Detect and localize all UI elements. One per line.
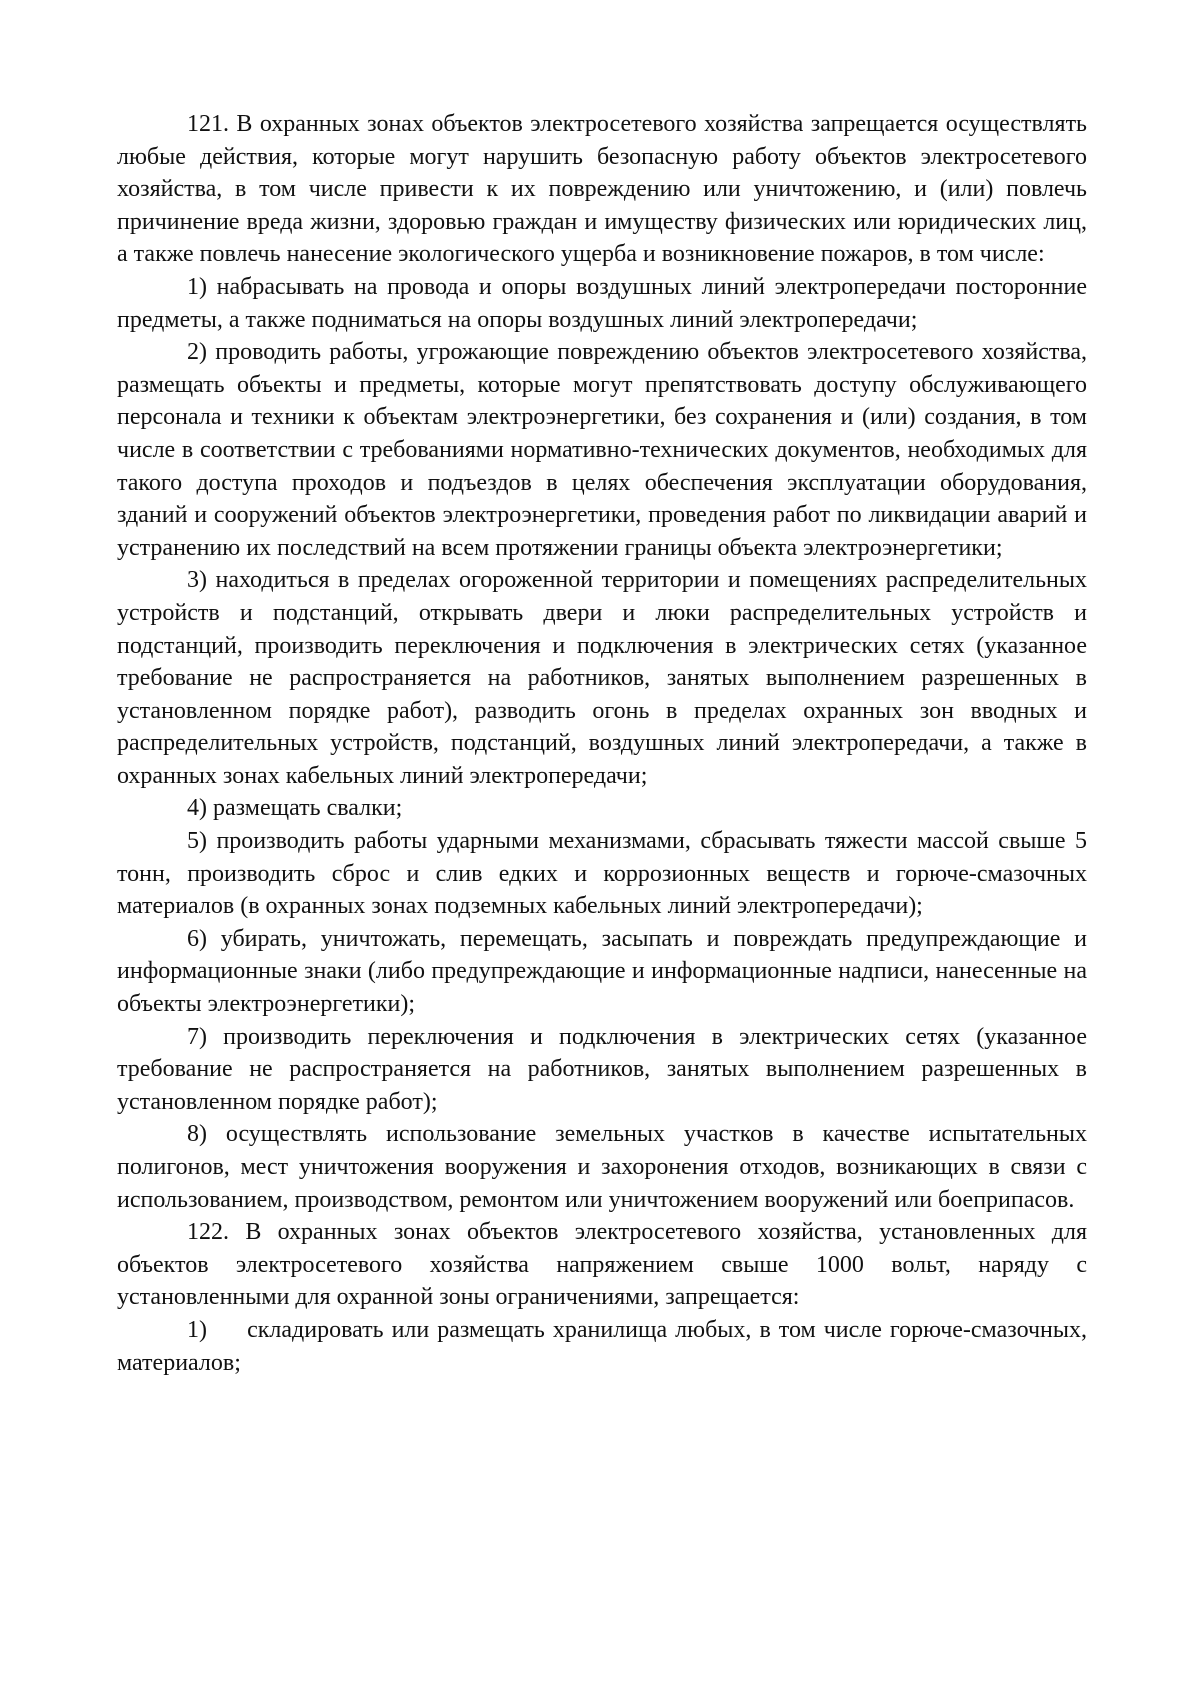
list-item-121-8: 8) осуществлять использование земельных участков в качестве испытательных полигонов, мест уничтожения вооружения и захоронения отходов, возникающих в связи с использованием, производством, ремонтом или уничтожением вооружений или боеприпасов. — [117, 1121, 1087, 1213]
list-item-121-7: 7) производить переключения и подключения в электрических сетях (указанное требование не распространяется на работников, занятых выполнением разрешенных в установленном порядке работ); — [117, 1023, 1087, 1115]
list-item-121-4: 4) размещать свалки; — [187, 795, 403, 822]
list-item-121-3: 3) находиться в пределах огороженной территории и помещениях распределительных устройств и подстанций, открывать двери и люки распределительных устройств и подстанций, производить переключения и подключения в электрических сетях (указанное требование не распространяется на работников, занятых выполнением разрешенных в установленном порядке работ), разводить огонь в пределах охранных зон вводных и распределительных устройств, подстанций, воздушных линий электропередачи, а также в охранных зонах кабельных линий электропередачи; — [117, 567, 1087, 789]
list-item-121-1: 1) набрасывать на провода и опоры воздушных линий электропередачи посторонние предметы, а также подниматься на опоры воздушных линий электропередачи; — [117, 273, 1087, 333]
paragraph-122: 122. В охранных зонах объектов электросетевого хозяйства, установленных для объектов электросетевого хозяйства напряжением свыше 1000 вольт, наряду с установленными для охранной зоны ограничениями, запрещается: — [117, 1219, 1087, 1311]
paragraph-121: 121. В охранных зонах объектов электросетевого хозяйства запрещается осуществлять любые действия, которые могут нарушить безопасную работу объектов электросетевого хозяйства, в том числе привести к их повреждению или уничтожению, и (или) повлечь причинение вреда жизни, здоровью граждан и имуществу физических или юридических лиц, а также повлечь нанесение экологического ущерба и возникновение пожаров, в том числе: — [117, 111, 1087, 268]
list-item-121-6: 6) убирать, уничтожать, перемещать, засыпать и повреждать предупреждающие и информационные знаки (либо предупреждающие и информационные надписи, нанесенные на объекты электроэнергетики); — [117, 925, 1087, 1018]
document-page — [117, 108, 1093, 1379]
list-item-121-5: 5) производить работы ударными механизмами, сбрасывать тяжести массой свыше 5 тонн, производить сброс и слив едких и коррозионных веществ и горюче-смазочных материалов (в охранных зонах подземных кабельных линий электропередачи); — [117, 828, 1087, 920]
list-item-122-1: 1) складировать или размещать хранилища любых, в том числе горюче-смазочных, материалов; — [117, 1316, 1093, 1376]
list-item-121-2: 2) проводить работы, угрожающие повреждению объектов электросетевого хозяйства, размещать объекты и предметы, которые могут препятствовать доступу обслуживающего персонала и техники к объектам электроэнергетики, без сохранения и (или) создания, в том числе в соответствии с требованиями нормативно-технических документов, необходимых для такого доступа проходов и подъездов в целях обеспечения эксплуатации оборудования, зданий и сооружений объектов электроэнергетики, проведения работ по ликвидации аварий и устранению их последствий на всем протяжении границы объекта электроэнергетики; — [117, 339, 1087, 561]
